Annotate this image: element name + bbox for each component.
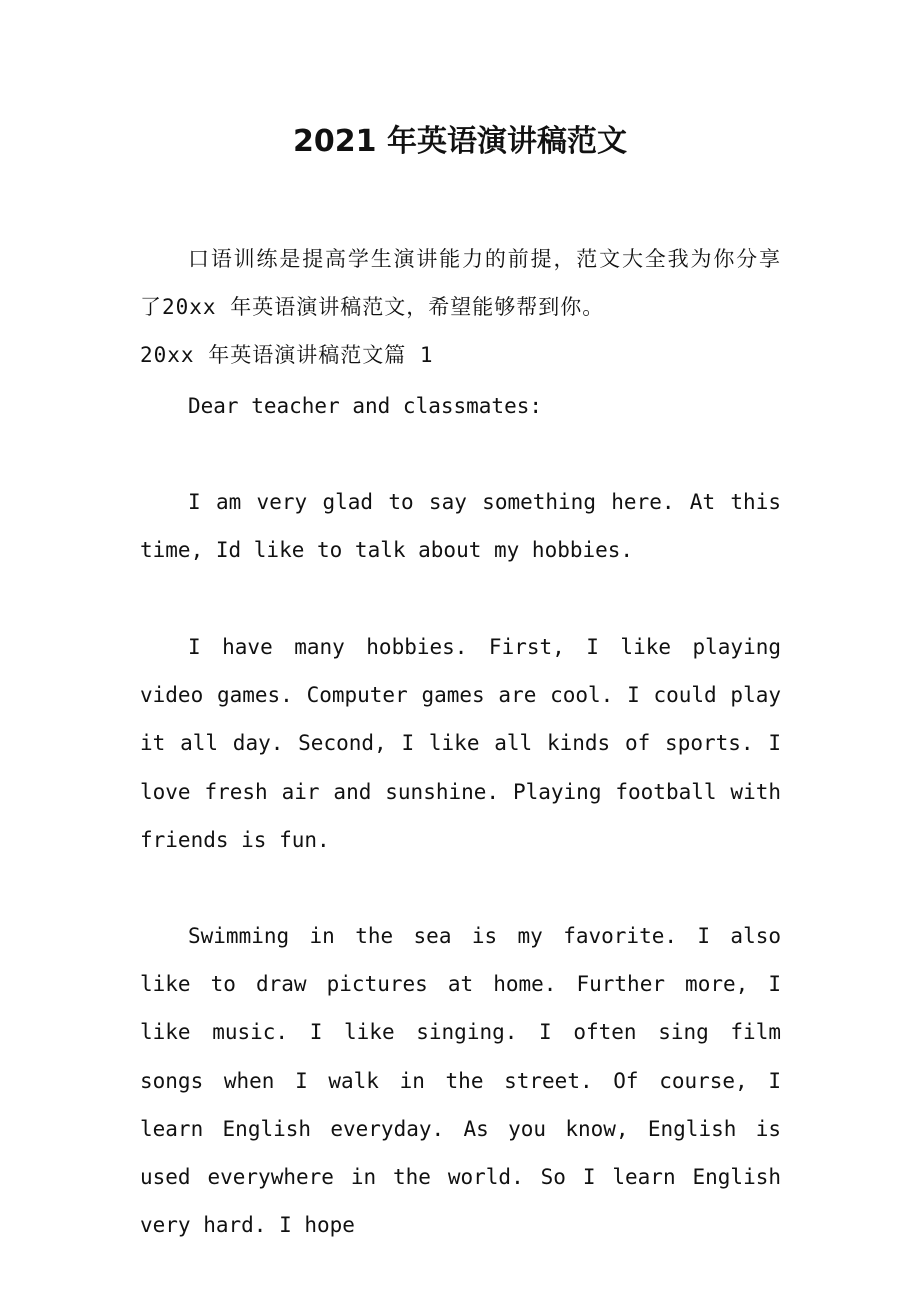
paragraph-hobbies: I have many hobbies. First, I like playing video games. Computer games are cool. I could play it all day. Second, I like all kinds of sports. I love fresh air and sunshine. Playing football with friends is fun. (140, 635, 781, 852)
paragraph-swimming: Swimming in the sea is my favorite. I also like to draw pictures at home. Further more, I like music. I like singing. I often sing film songs when I walk in the street. Of course, I learn English everyday. As you know, English is used everywhere in the world. So I learn English very hard. I hope (140, 924, 781, 1238)
paragraph-opening: I am very glad to say something here. At this time, Id like to talk about my hobbies. (140, 490, 781, 563)
document-title: 2021 年英语演讲稿范文 (293, 124, 627, 159)
paragraph-salutation: Dear teacher and classmates: (188, 394, 543, 418)
intro-paragraph: 口语训练是提高学生演讲能力的前提，范文大全我为你分享了20xx 年英语演讲稿范文，希望能够帮到你。 (140, 247, 781, 319)
section-heading: 20xx 年英语演讲稿范文篇 1 (140, 343, 434, 367)
